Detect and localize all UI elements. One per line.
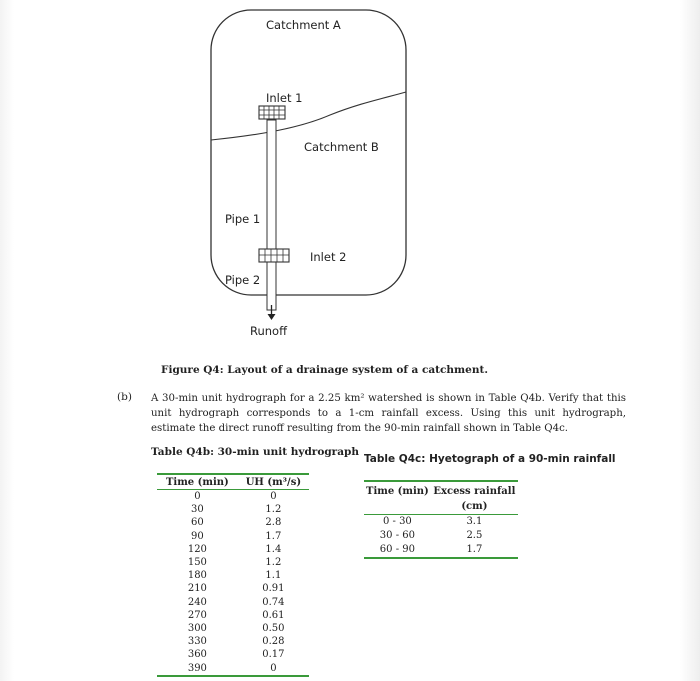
uh-cell: 1.4 (265, 543, 282, 555)
table-row (364, 529, 518, 543)
table-row (157, 490, 309, 504)
table-header-row (157, 474, 309, 490)
uh-cell: 1.2 (265, 504, 282, 516)
table-row (157, 530, 309, 543)
uh-cell: 1.1 (265, 570, 282, 582)
time-cell: 300 (187, 622, 207, 634)
table-row (157, 609, 309, 622)
uh-cell: 0.28 (262, 636, 285, 648)
catchment-divide-line (211, 92, 406, 140)
uh-cell: 0 (238, 661, 309, 675)
table-row (157, 556, 309, 569)
excess-cell: 2.5 (466, 530, 483, 541)
time-cell: 360 (187, 649, 207, 661)
inlet-1-grate (259, 106, 285, 119)
time-cell: 90 (191, 530, 204, 542)
figure-caption: Figure Q4: Layout of a drainage system of a catchment. (161, 364, 488, 376)
uh-cell: 1.2 (265, 557, 282, 569)
uh-cell: 0 (270, 491, 277, 503)
col-time-header: Time (min) (157, 474, 238, 490)
uh-cell: 1.7 (265, 530, 282, 542)
uh-cell: 0.50 (262, 622, 285, 634)
col-excess-unit: (cm) (461, 501, 488, 512)
pipe-1-line (267, 120, 276, 250)
table-row (364, 543, 518, 558)
pipe-2-label: Pipe 2 (225, 273, 261, 287)
excess-cell: 3.1 (466, 516, 483, 527)
time-cell: 120 (187, 543, 207, 555)
col-time-header: Time (min) (364, 481, 431, 515)
time-cell: 60 (191, 517, 204, 529)
table-q4b-title: Table Q4b: 30-min unit hydrograph (151, 446, 359, 458)
table-row (157, 622, 309, 635)
time-cell: 330 (187, 636, 207, 648)
table-row (157, 648, 309, 661)
time-cell: 150 (187, 557, 207, 569)
time-cell: 30 (191, 504, 204, 516)
table-row (157, 569, 309, 582)
time-cell: 210 (187, 583, 207, 595)
table-row (157, 543, 309, 556)
table-header-row (364, 481, 518, 515)
col-excess-label: Excess rainfall (433, 486, 516, 497)
table-row (157, 635, 309, 648)
time-cell: 390 (157, 661, 238, 675)
time-cell: 240 (187, 596, 207, 608)
inlet-2-grate (259, 249, 289, 262)
time-cell: 30 - 60 (379, 530, 415, 541)
question-text: A 30-min unit hydrograph for a 2.25 km² watershed is shown in Table Q4b. Verify that this unit hydrograph corresponds to a 1-cm rainfall excess. Using this unit hydrograph, estimate the direct runoff resulting from the 90-min rainfall shown in Table Q4c. (151, 393, 626, 434)
table-row (157, 516, 309, 529)
time-cell: 0 - 30 (382, 516, 412, 527)
table-row (157, 503, 309, 516)
uh-cell: 2.8 (265, 517, 282, 529)
catchment-b-label: Catchment B (304, 140, 379, 154)
uh-cell: 0.74 (262, 596, 285, 608)
table-row (364, 515, 518, 530)
uh-cell: 0.61 (262, 609, 285, 621)
pipe-2-line (267, 262, 276, 310)
excess-cell: 1.7 (431, 543, 518, 558)
table-row (157, 582, 309, 595)
col-uh-header: UH (m³/s) (238, 474, 309, 490)
question-part-label: (b) (117, 391, 132, 403)
table-q4b (157, 473, 309, 677)
time-cell: 0 (194, 491, 201, 503)
table-q4c (364, 480, 518, 559)
col-excess-header (431, 481, 518, 515)
inlet-1-label: Inlet 1 (266, 91, 303, 105)
table-row (157, 596, 309, 609)
inlet-2-label: Inlet 2 (310, 250, 347, 264)
table-row (157, 661, 309, 675)
table-q4c-title: Table Q4c: Hyetograph of a 90-min rainfall (364, 453, 616, 465)
uh-cell: 0.91 (262, 583, 285, 595)
pipe-1-label: Pipe 1 (225, 212, 261, 226)
time-cell: 60 - 90 (364, 543, 431, 558)
catchment-a-label: Catchment A (266, 18, 341, 32)
time-cell: 270 (187, 609, 207, 621)
uh-cell: 0.17 (262, 649, 285, 661)
time-cell: 180 (187, 570, 207, 582)
runoff-label: Runoff (250, 324, 288, 338)
